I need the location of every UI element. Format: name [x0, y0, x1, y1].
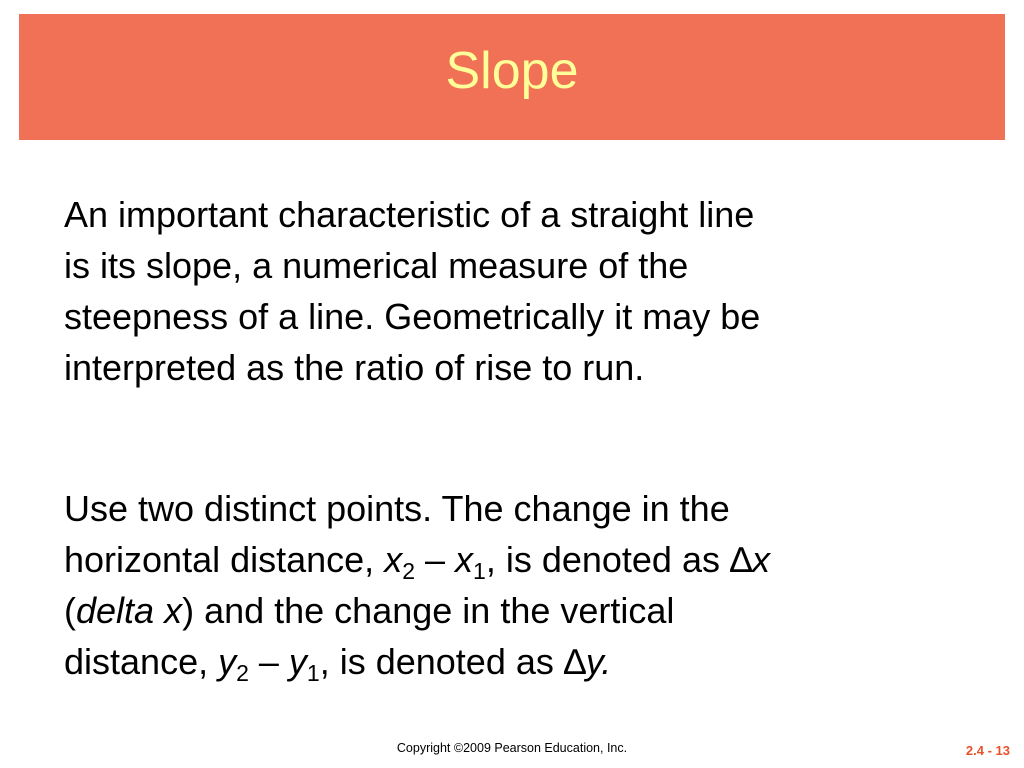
variable-x1: x [455, 539, 474, 580]
variable-y1: y [288, 641, 307, 682]
variable-y2: y [218, 641, 237, 682]
subscript-2: 2 [236, 660, 249, 686]
paragraph-line: Use two distinct points. The change in the [64, 488, 730, 529]
paragraph-line: An important characteristic of a straight line [64, 194, 755, 235]
paragraph-line [64, 636, 964, 687]
subscript-2: 2 [402, 558, 415, 584]
paren-open: ( [64, 590, 76, 631]
text-fragment: , is denoted as [319, 641, 564, 682]
text-fragment: , is denoted as [485, 539, 730, 580]
variable-x: x [752, 539, 771, 580]
variable-y-end: y. [585, 641, 612, 682]
slide-number: 2.4 - 13 [965, 743, 1010, 758]
delta-symbol: ∆ [729, 539, 753, 580]
paragraph-line [64, 534, 964, 585]
subscript-1: 1 [473, 558, 486, 584]
text-fragment: ) and the change in the vertical [182, 590, 675, 631]
minus-sign: – [248, 641, 289, 682]
variable-x2: x [384, 539, 403, 580]
delta-symbol: ∆ [563, 641, 586, 682]
paragraph-delta [64, 483, 964, 687]
minus-sign: – [414, 539, 456, 580]
paragraph-definition [64, 189, 964, 393]
delta-x-text: delta x [76, 590, 183, 631]
copyright-notice: Copyright ©2009 Pearson Education, Inc. [396, 741, 628, 755]
text-fragment: horizontal distance, [64, 539, 385, 580]
text-fragment: distance, [64, 641, 219, 682]
paragraph-line: interpreted as the ratio of rise to run. [64, 347, 645, 388]
title-bar [19, 14, 1005, 140]
slide-title: Slope [445, 42, 579, 100]
paragraph-line: steepness of a line. Geometrically it may be [64, 296, 761, 337]
paragraph-line: is its slope, a numerical measure of the [64, 245, 689, 286]
subscript-1: 1 [306, 660, 320, 686]
paragraph-line [64, 585, 964, 636]
